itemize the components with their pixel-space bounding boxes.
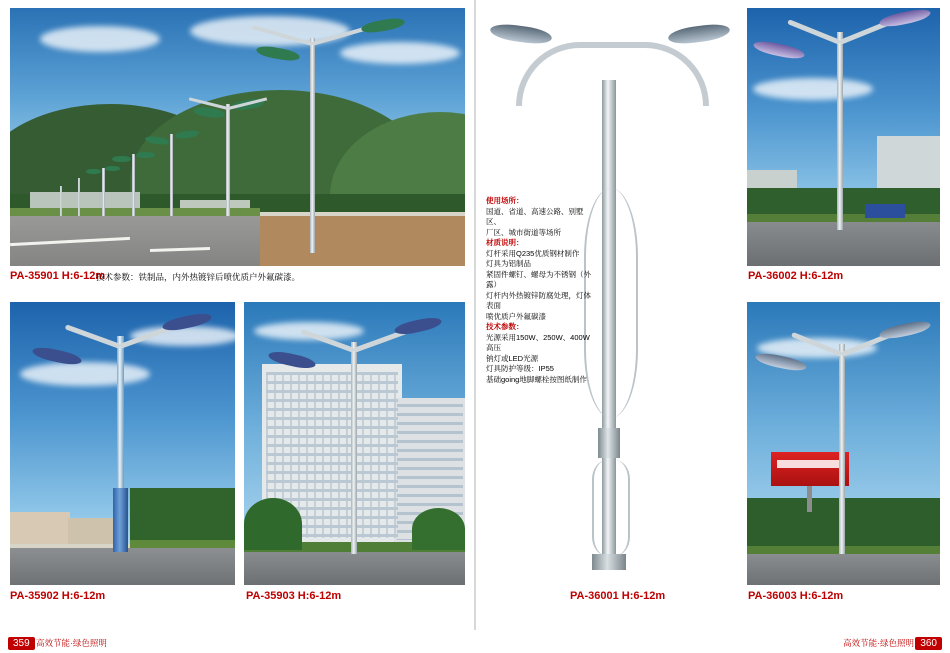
billboard-text	[777, 460, 843, 468]
lamp-head	[86, 169, 101, 174]
lamp-pole	[170, 134, 173, 216]
lamp-pole	[132, 154, 135, 216]
road	[747, 220, 940, 266]
spec-panel	[486, 196, 596, 385]
lamp-pole	[102, 168, 105, 216]
pole-decoration	[592, 460, 630, 556]
page-footer	[0, 631, 950, 653]
footer-text-right: 高效节能·绿色照明	[843, 638, 914, 648]
spec-section2-line: 紧固件螺钉、螺母为不锈钢（外露）	[486, 269, 591, 289]
lamp-head	[136, 152, 155, 158]
palm-trees	[244, 498, 302, 550]
lamp-pole	[78, 178, 80, 216]
spec-section2-line: 喷优质户外氟碳漆	[486, 311, 546, 321]
roadside-earth	[260, 216, 465, 266]
far-buildings	[68, 518, 116, 546]
page-number-left: 359	[8, 637, 35, 650]
product-code-pa-36003: PA-36003 H:6-12m	[748, 590, 844, 602]
billboard	[771, 452, 849, 486]
product-note-pa-35901: 技术参数：铁制品，内外热镀锌后喷优质户外氟碳漆。	[96, 272, 301, 282]
lamp-pole	[351, 342, 357, 554]
spec-section2-title: 材质说明：	[486, 238, 524, 247]
spec-section3-line: 基础going地脚螺栓按图纸制作	[486, 374, 587, 384]
lamp-pole	[310, 38, 315, 253]
spec-section1-line: 厂区、城市街道等场所	[486, 227, 561, 237]
product-code-pa-36002: PA-36002 H:6-12m	[748, 270, 844, 282]
product-code-pa-35903: PA-35903 H:6-12m	[246, 590, 342, 602]
product-code-pa-36001: PA-36001 H:6-12m	[570, 590, 666, 602]
lamp-head	[667, 22, 731, 46]
product-photo-pa-35903	[244, 302, 465, 585]
footer-text-left: 高效节能·绿色照明	[36, 638, 107, 648]
spec-section1-line: 国道、省道、高速公路、别墅区、	[486, 206, 584, 226]
lamp-arm	[609, 42, 709, 106]
spec-section3-title: 技术参数：	[486, 322, 524, 331]
product-photo-pa-35901	[10, 8, 465, 266]
far-buildings	[877, 136, 940, 194]
spec-section3-line: 光源采用150W、250W、400W高压	[486, 332, 590, 352]
road	[244, 550, 465, 585]
spec-section2-line: 灯杆采用Q235优质钢材制作	[486, 248, 580, 258]
lamp-head	[489, 22, 553, 46]
palm-trees	[412, 508, 465, 550]
cloud	[40, 26, 160, 52]
grass-strip	[10, 208, 260, 216]
product-code-pa-35902: PA-35902 H:6-12m	[10, 590, 106, 602]
cloud	[340, 42, 460, 64]
billboard-post	[807, 486, 812, 512]
lamp-pole-collar	[598, 428, 620, 458]
spec-section1-title: 使用场所：	[486, 196, 524, 205]
spec-section2-line: 灯具为铝制品	[486, 259, 531, 268]
product-photo-pa-35902	[10, 302, 235, 585]
road	[747, 552, 940, 585]
far-buildings	[10, 512, 70, 546]
lamp-head	[112, 156, 131, 162]
spec-section3-line: 钠灯或LED光源	[486, 353, 539, 363]
product-code-pa-35901: PA-35901 H:6-12m	[10, 270, 106, 282]
cloud	[20, 362, 150, 386]
lamp-head	[105, 166, 120, 171]
roadside-sign	[865, 204, 905, 218]
lamp-pole	[839, 344, 845, 554]
spec-section2-line: 灯杆内外热镀锌防腐处理，灯体表面	[486, 290, 591, 310]
product-photo-pa-36002	[747, 8, 940, 266]
cloud	[753, 78, 873, 100]
page-number-right: 360	[915, 637, 942, 650]
grass-strip	[130, 540, 235, 548]
lamp-pole-base	[113, 488, 128, 552]
lamp-arm	[516, 42, 616, 106]
lamp-pole	[60, 186, 62, 216]
grass-strip	[747, 214, 940, 222]
page-gutter	[474, 0, 476, 630]
product-photo-pa-36003	[747, 302, 940, 585]
lamp-pole	[226, 104, 230, 216]
spec-section3-line: 灯具防护等级：IP55	[486, 364, 554, 373]
lamp-pole	[837, 32, 843, 230]
lamp-pole-base	[592, 554, 626, 570]
